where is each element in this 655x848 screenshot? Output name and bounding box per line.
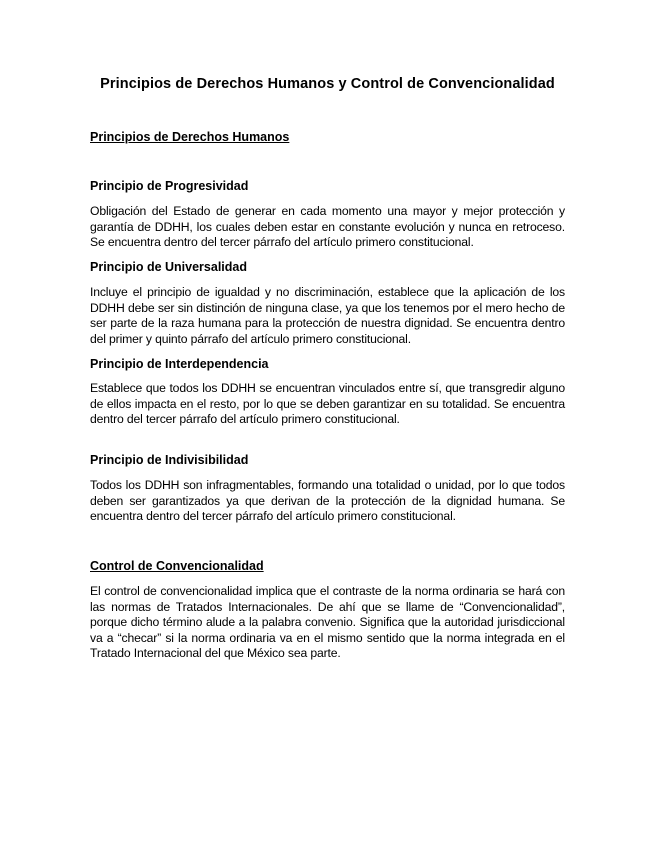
paragraph-progresividad: Obligación del Estado de generar en cada momento una mayor y mejor protección y garantía de DDHH, los cuales deben estar en constante evolución y nunca en retroceso. Se encuentra dentro del tercer párrafo del artículo primero constitucional. bbox=[90, 204, 565, 250]
paragraph-control-convencionalidad: El control de convencionalidad implica que el contraste de la norma ordinaria se hará con las normas de Tratados Internacionales. De ahí que se llame de “Convencionalidad”, porque dicho término alude a la palabra convenio. Significa que la autoridad jurisdiccional va a “checar” si la norma ordinaria va en el mismo sentido que la norma integrada en el Tratado Internacional del que México sea parte. bbox=[90, 584, 565, 661]
document-title: Principios de Derechos Humanos y Control de Convencionalidad bbox=[100, 76, 555, 92]
section-heading-control-convencionalidad: Control de Convencionalidad bbox=[90, 559, 264, 573]
heading-progresividad: Principio de Progresividad bbox=[90, 179, 249, 193]
section-heading-derechos-humanos: Principios de Derechos Humanos bbox=[90, 130, 290, 144]
paragraph-universalidad: Incluye el principio de igualdad y no discriminación, establece que la aplicación de los DDHH debe ser sin distinción de ninguna clase, ya que los tenemos por el mero hecho de ser parte de la raza humana para la protección de nuestra dignidad. Se encuentra dentro del primer y quinto párrafo del artículo primero constitucional. bbox=[90, 285, 565, 346]
paragraph-interdependencia: Establece que todos los DDHH se encuentran vinculados entre sí, que transgredir alguno de ellos impacta en el resto, por lo que se deben garantizar en su totalidad. Se encuentra dentro del tercer párrafo del artículo primero constitucional. bbox=[90, 381, 565, 427]
paragraph-indivisibilidad: Todos los DDHH son infragmentables, formando una totalidad o unidad, por lo que todos deben ser garantizados ya que derivan de la protección de la dignidad humana. Se encuentra dentro del tercer párrafo del artículo primero constitucional. bbox=[90, 478, 565, 524]
heading-indivisibilidad: Principio de Indivisibilidad bbox=[90, 453, 249, 467]
heading-universalidad: Principio de Universalidad bbox=[90, 260, 247, 274]
heading-interdependencia: Principio de Interdependencia bbox=[90, 357, 269, 371]
